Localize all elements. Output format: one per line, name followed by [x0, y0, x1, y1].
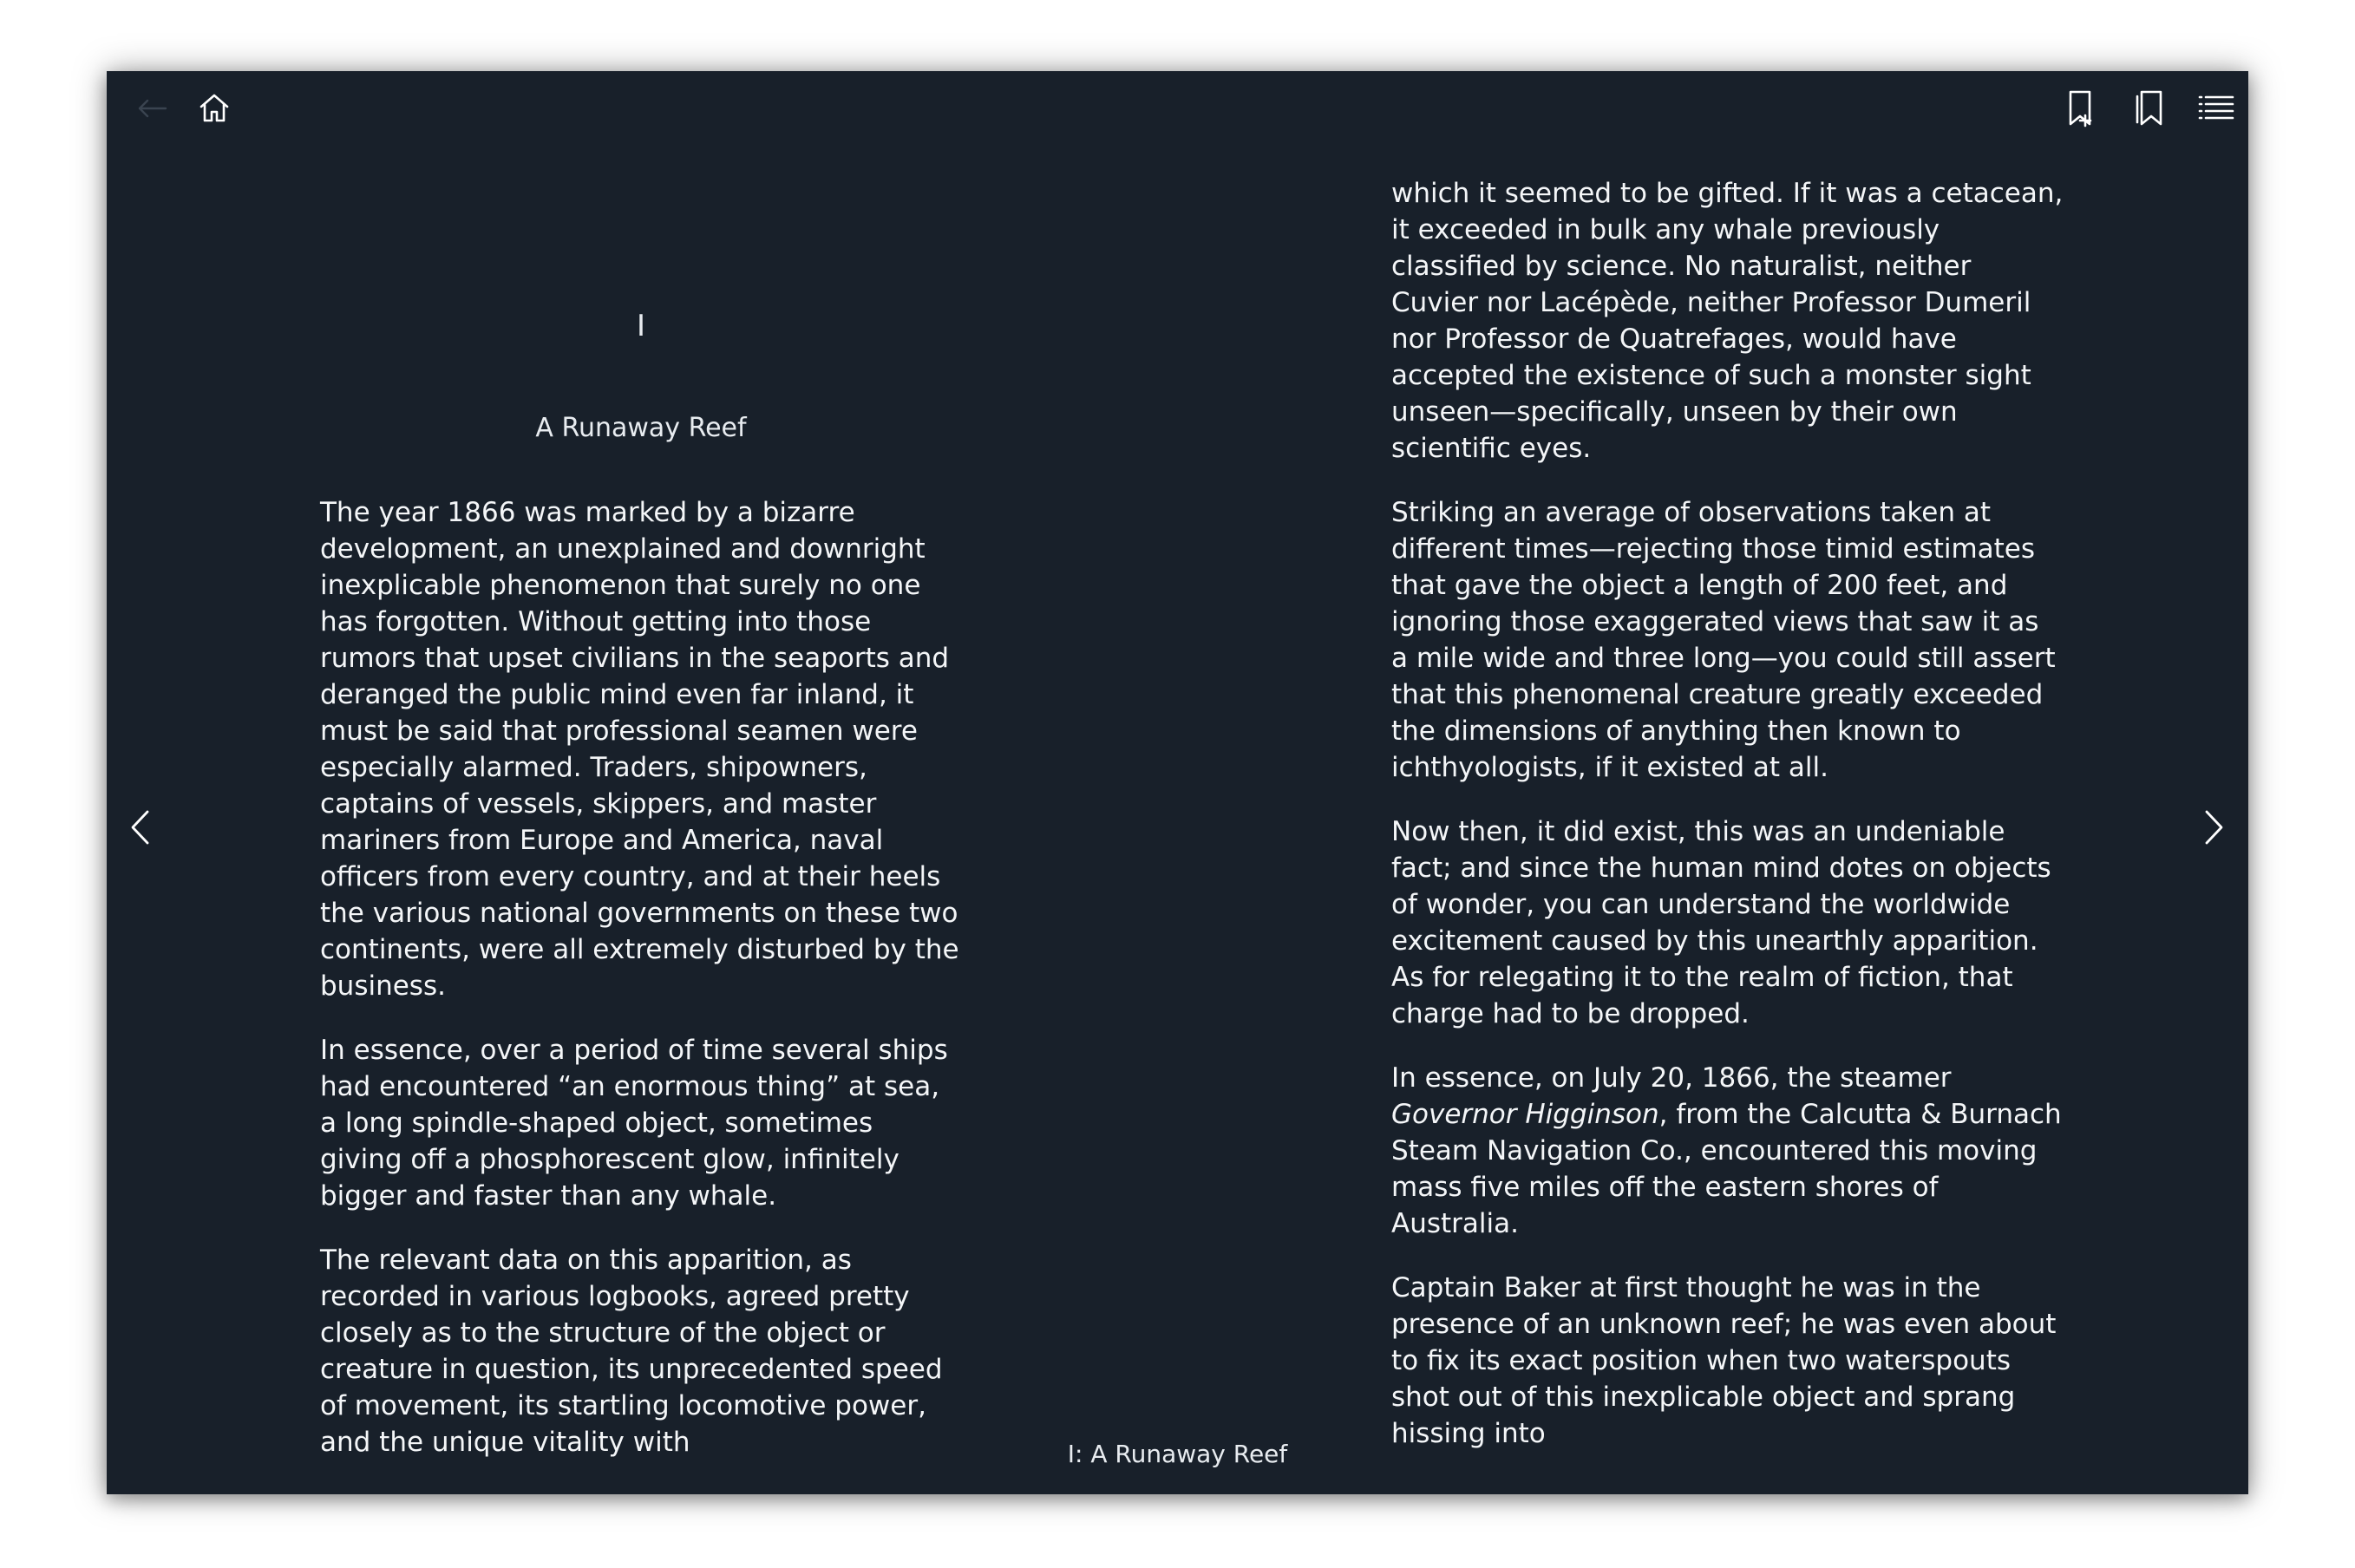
list-icon [2197, 94, 2235, 121]
chapter-footer: I: A Runaway Reef [1067, 1440, 1288, 1468]
paragraph: Captain Baker at first thought he was in the presence of an unknown reef; he was even about to fix its exact position when two waterspouts shot out of this inexplicable object and sprang hissing into [1391, 1272, 2057, 1449]
chapter-title: A Runaway Reef [535, 413, 747, 443]
paragraph: Striking an average of observations taken at different times—rejecting those timid estimates that gave the object a length of 200 feet, and ignoring those exaggerated views that saw it as a mile wide and three long—you could still assert that this phenomenal creature greatly exceeded the dimensions of anything then known to ichthyologists, if it existed at all. [1391, 497, 2056, 783]
bookmark-add-icon [2066, 89, 2096, 127]
paragraph-text: In essence, on July 20, 1866, the steamer [1391, 1062, 1952, 1094]
bookmarks-icon [2134, 89, 2165, 127]
previous-page-button[interactable] [119, 793, 160, 862]
paragraph: The relevant data on this apparition, as recorded in various logbooks, agreed pretty closely as to the structure of the object or creature in question, its unprecedented speed of movement, its startling locomotive power, and the unique vitality with [320, 1245, 943, 1458]
home-icon [198, 92, 231, 123]
table-of-contents-button[interactable] [2190, 85, 2242, 130]
chevron-left-icon [128, 808, 151, 846]
paragraph-text: , from the Calcutta & Burnach Steam Navigation Co., encountered this moving mass five miles off the eastern shores of Australia. [1391, 1099, 2062, 1239]
paragraph: In essence, over a period of time several ships had encountered “an enormous thing” at sea, a long spindle-shaped object, sometimes giving off a phosphorescent glow, infinitely bigger and faster than any whale. [320, 1035, 948, 1212]
add-bookmark-button[interactable] [2058, 83, 2103, 134]
paragraph: Now then, it did exist, this was an undeniable fact; and since the human mind dotes on objects of wonder, you can understand the worldwide excitement caused by this unearthly apparition. As for relegating it to the realm of fiction, that charge had to be dropped. [1391, 816, 2051, 1029]
bookmarks-button[interactable] [2127, 83, 2172, 134]
back-button[interactable] [128, 87, 176, 130]
paragraph: which it seemed to be gifted. If it was a cetacean, it exceeded in bulk any whale previously classified by science. No naturalist, neither Cuvier nor Lacépède, neither Professor Dumeril nor Professor de Quatrefages, would have accepted the existence of such a monster sight unseen—specifically, unseen by their own scientific eyes. [1391, 178, 2064, 464]
right-page [1391, 175, 2064, 1480]
paragraph: The year 1866 was marked by a bizarre development, an unexplained and downright inexplicable phenomenon that surely no one has forgotten. Without getting into those rumors that upset civilians in the seaports and deranged the public mind even far inland, it must be said that professional seamen were especially alarmed. Traders, shipowners, captains of vessels, skippers, and master mariners from Europe and America, naval officers from every country, and at their heels the various national governments on these two continents, were all extremely disturbed by the business. [320, 497, 959, 1002]
arrow-left-icon [136, 98, 167, 119]
ship-name: Governor Higginson [1391, 1099, 1659, 1130]
next-page-button[interactable] [2194, 793, 2235, 862]
chapter-number: I [636, 309, 646, 343]
chevron-right-icon [2203, 808, 2226, 846]
left-page [320, 222, 962, 1488]
reader-window [107, 71, 2248, 1494]
paragraph [1391, 1060, 2064, 1242]
home-button[interactable] [190, 85, 239, 130]
